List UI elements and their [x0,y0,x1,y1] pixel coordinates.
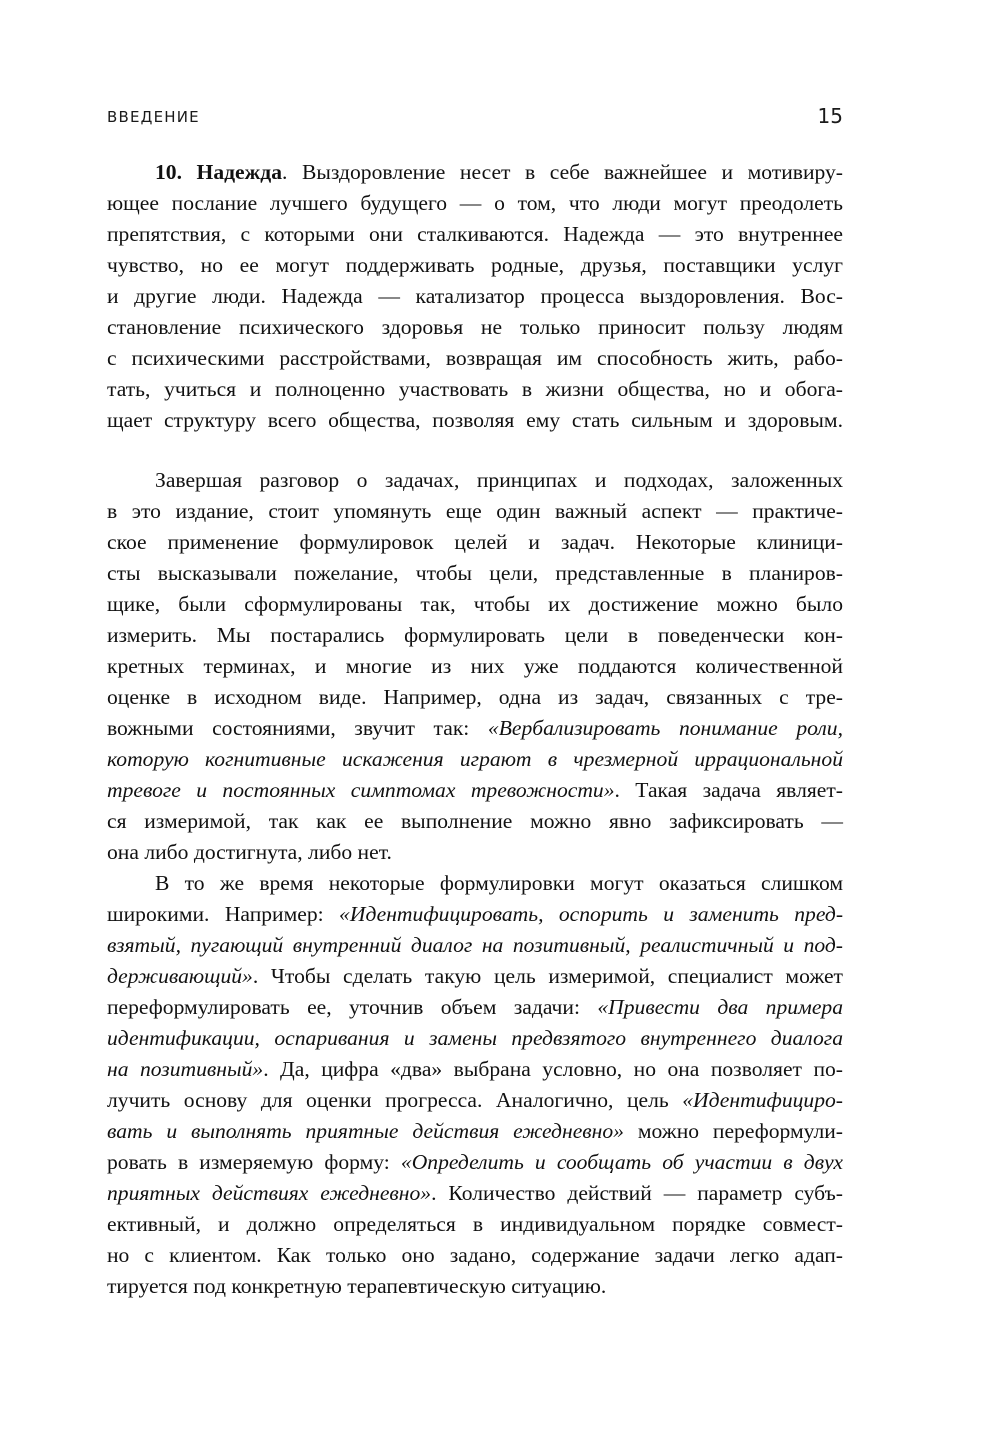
text-line: измерить. Мы постарались формулировать цели в поведенчески кон- [107,623,843,647]
text-line: она либо достигнута, либо нет. [107,840,392,864]
text-line [107,1023,843,1054]
quoted-goal: тревоге и постоянных симптомах тревожности» [107,778,615,802]
line-text: лучить основу для оценки прогресса. Аналогично, цель [107,1088,683,1112]
quoted-goal: «Идентифициро- [682,1088,843,1112]
text-line [107,713,843,744]
text-line [107,775,843,806]
line-text: широкими. Например: [107,902,340,926]
quoted-goal: «Идентифицировать, оспорить и заменить пред- [339,902,844,926]
text-line: кретных терминах, и многие из них уже поддаются количественной [107,654,843,678]
line-text: вожными состояниями, звучит так: [107,716,488,740]
text-line [107,157,843,188]
text-line [107,1178,843,1209]
text-line: становление психического здоровья не только приносит пользу людям [107,315,843,339]
line-text: . Такая задача являет- [614,778,843,802]
quoted-goal: «Вербализировать понимание роли, [487,716,843,740]
text-line: и другие люди. Надежда — катализатор процесса выздоровления. Вос- [107,284,843,308]
paragraph-broad-formulations [107,868,843,1302]
text-line: с психическими расстройствами, возвращая им способность жить, рабо- [107,346,843,370]
text-line [107,930,843,961]
text-line: сты высказывали пожелание, чтобы цели, представленные в планиров- [107,561,843,585]
quoted-goal: идентификации, оспаривания и замены предвзятого внутреннего диалога [107,1026,843,1050]
text-line [107,1085,843,1116]
text-line [107,992,843,1023]
text-line: ся измеримой, так как ее выполнение можно явно зафиксировать — [107,809,843,833]
quoted-goal: приятных действиях ежедневно» [107,1181,432,1205]
line-text: . Да, цифра «два» выбрана условно, но она позволяет по- [263,1057,843,1081]
text-line: в это издание, стоит упомянуть еще один важный аспект — практиче- [107,499,843,523]
quoted-goal: «Определить и сообщать об участии в двух [400,1150,843,1174]
text-line: препятствия, с которыми они сталкиваются. Надежда — это внутреннее [107,222,843,246]
text-line [107,899,843,930]
paragraph-hope [107,157,843,436]
running-title: ВВЕДЕНИЕ [107,108,200,126]
text-line: ское применение формулировок целей и задач. Некоторые клиници- [107,530,843,554]
text-line [107,744,843,775]
line-text: . Выздоровление несет в себе важнейшее и мотивиру- [282,160,844,184]
line-text: . Чтобы сделать такую цель измеримой, специалист может [252,964,843,988]
text-line: но с клиентом. Как только оно задано, содержание задачи легко адап- [107,1243,843,1267]
paragraph-measurable-goals [107,465,843,868]
line-text: переформулировать ее, уточнив объем задачи: [107,995,598,1019]
text-line: ющее послание лучшего будущего — о том, что люди могут преодолеть [107,191,843,215]
quoted-goal: «Привести два примера [597,995,843,1019]
text-line: Завершая разговор о задачах, принципах и подходах, заложенных [155,468,843,492]
text-line [107,961,843,992]
line-text: ровать в измеряемую форму: [107,1150,401,1174]
line-text: . Количество действий — параметр субъ- [431,1181,843,1205]
quoted-goal: которую когнитивные искажения играют в чрезмерной иррациональной [107,747,843,771]
text-line: чувство, но ее могут поддерживать родные, друзья, поставщики услуг [107,253,843,277]
paragraph-gap [107,436,843,465]
text-line: ективный, и должно определяться в индивидуальном порядке совмест- [107,1212,843,1236]
text-line: щает структуру всего общества, позволяя ему стать сильным и здоровым. [107,408,843,432]
text-line: В то же время некоторые формулировки могут оказаться слишком [155,871,843,895]
quoted-goal: вать и выполнять приятные действия ежедневно» [107,1119,624,1143]
text-line [107,1147,843,1178]
page-body [107,157,843,1302]
quoted-goal: на позитивный» [107,1057,264,1081]
text-line: тируется под конкретную терапевтическую ситуацию. [107,1274,607,1298]
text-line: тать, учиться и полноценно участвовать в жизни общества, но и обога- [107,377,843,401]
text-line [107,1116,843,1147]
text-line: оценке в исходном виде. Например, одна из задач, связанных с тре- [107,685,843,709]
quoted-goal: взятый, пугающий внутренний диалог на позитивный, реалистичный и под- [107,933,843,957]
text-line: щике, были сформулированы так, чтобы их достижение можно было [107,592,843,616]
page-header [107,104,843,132]
line-text: можно переформули- [623,1119,843,1143]
text-line [107,1054,843,1085]
numbered-heading: 10. Надежда [155,160,283,184]
quoted-goal: держивающий» [107,964,253,988]
page-number: 15 [817,104,843,128]
